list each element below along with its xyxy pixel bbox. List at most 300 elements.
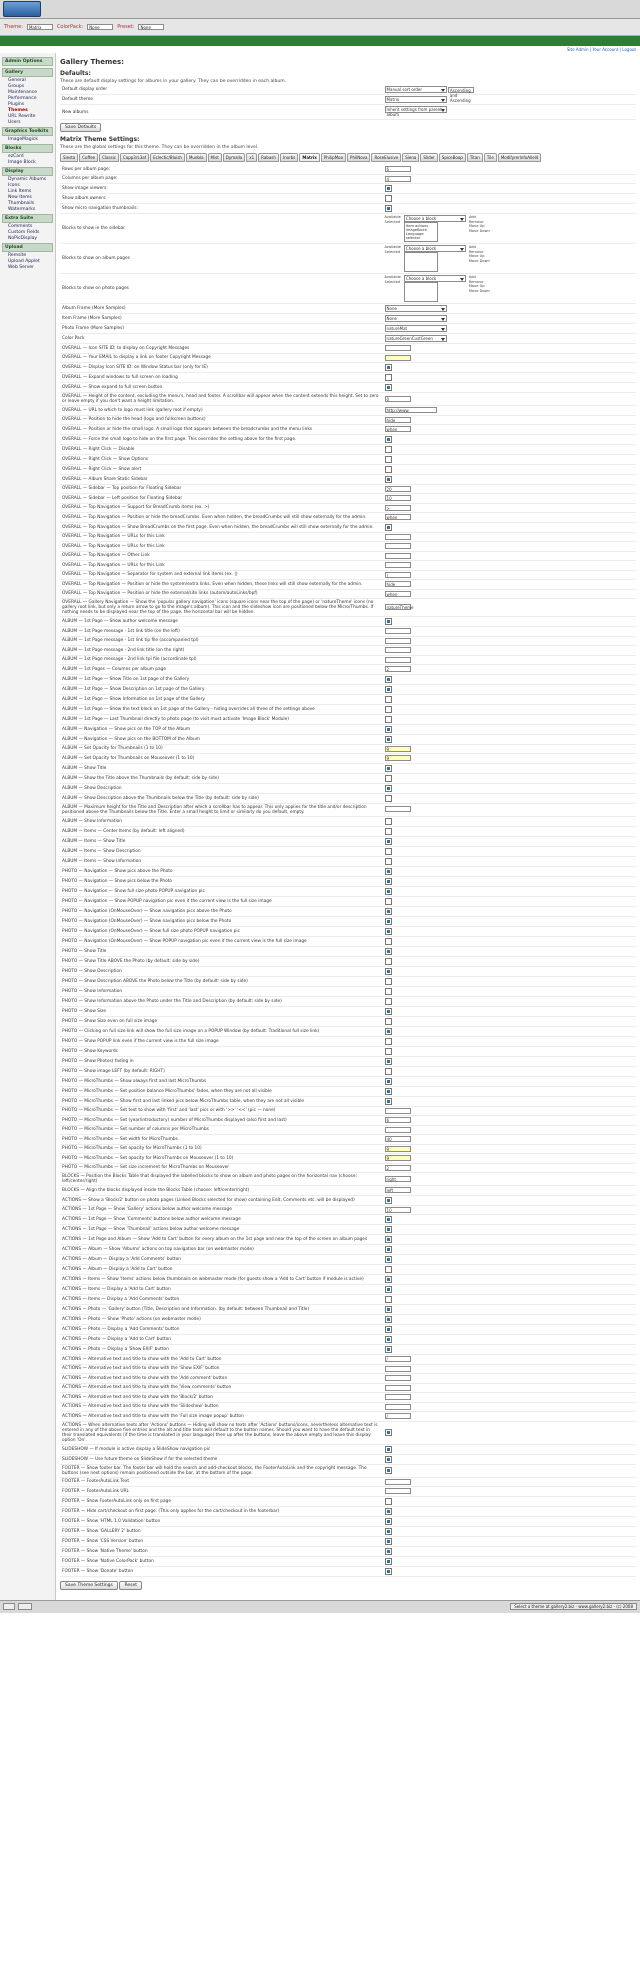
- setting-checkbox[interactable]: [385, 1078, 392, 1085]
- setting-textbox[interactable]: [385, 534, 411, 540]
- sidebar-item-url-rewrite[interactable]: URL Rewrite: [8, 113, 36, 119]
- sidebar-item-watermarks[interactable]: Watermarks: [8, 206, 36, 212]
- setting-control: [383, 570, 636, 580]
- setting-textbox[interactable]: |: [385, 572, 411, 578]
- default-display-order-direction[interactable]: Ascending and Ascending: [448, 87, 474, 93]
- setting-control: [383, 1173, 636, 1186]
- setting-textbox[interactable]: when: [385, 514, 411, 520]
- setting-checkbox[interactable]: [385, 726, 392, 733]
- setting-checkbox[interactable]: [385, 1048, 392, 1055]
- table-row: [60, 1355, 636, 1365]
- table-row: [60, 744, 636, 754]
- setting-control: [383, 996, 636, 1006]
- setting-textbox[interactable]: left: [385, 1187, 411, 1193]
- site-header-bar: [0, 36, 640, 46]
- sidebar-item-plugins[interactable]: Plugins: [8, 101, 25, 107]
- setting-checkbox[interactable]: [385, 1098, 392, 1105]
- setting-label: ACTIONS — 1st Page — Show 'Gallery' actions below author welcome message: [60, 1205, 383, 1215]
- tab-matrix[interactable]: Matrix: [299, 153, 320, 162]
- setting-checkbox[interactable]: [385, 1068, 392, 1075]
- table-row: [60, 617, 636, 627]
- setting-checkbox[interactable]: [385, 384, 392, 391]
- table-row: [60, 494, 636, 504]
- tab-eclectic-bluish[interactable]: Eclectic/Bluish: [150, 153, 185, 162]
- setting-checkbox[interactable]: [385, 928, 392, 935]
- setting-textbox[interactable]: /: [385, 1356, 411, 1362]
- save-defaults-button[interactable]: Save Defaults: [60, 123, 101, 132]
- setting-label: PHOTO — Show Information: [60, 986, 383, 996]
- sidebar-item-maintenance[interactable]: Maintenance: [8, 89, 37, 95]
- selected-block-item[interactable]: ImageBlock: [405, 228, 427, 232]
- table-row: [60, 425, 636, 435]
- setting-control: [383, 976, 636, 986]
- sidebar-group-extra-suite: Extra Suite: [2, 214, 53, 223]
- setting-checkbox[interactable]: [385, 968, 392, 975]
- setting-checkbox[interactable]: [385, 466, 392, 473]
- save-theme-settings-button[interactable]: Save Theme Settings: [60, 1581, 118, 1590]
- setting-checkbox[interactable]: [385, 908, 392, 915]
- blocks-label: Blocks to show in the sidebar: [60, 214, 383, 244]
- table-row: [60, 314, 636, 324]
- setting-textbox[interactable]: [385, 355, 411, 361]
- setting-textbox[interactable]: [385, 638, 411, 644]
- setting-label: ALBUM — 1st Page message - 2nd link tpl file (accordinate tpl): [60, 655, 383, 665]
- setting-checkbox[interactable]: [385, 676, 392, 683]
- setting-control: [383, 1144, 636, 1154]
- selected-blocks-list[interactable]: [404, 282, 438, 302]
- header-link-site-admin[interactable]: Site Admin: [566, 47, 589, 52]
- table-row: [60, 1096, 636, 1106]
- setting-label: PHOTO — Show Description: [60, 966, 383, 976]
- tab-slider[interactable]: Slider: [420, 153, 437, 162]
- tab-muebla[interactable]: Muebla: [186, 153, 207, 162]
- setting-checkbox[interactable]: [385, 185, 392, 192]
- setting-checkbox[interactable]: [385, 795, 392, 802]
- setting-control: [383, 684, 636, 694]
- tab-siesta[interactable]: Siesta: [60, 153, 78, 162]
- table-row: [60, 1393, 636, 1403]
- table-row: [60, 803, 636, 816]
- setting-control: [383, 1412, 636, 1422]
- picker-select[interactable]: None: [385, 315, 447, 322]
- selected-block-item[interactable]: Item actions: [405, 224, 429, 228]
- setting-control: [383, 627, 636, 637]
- table-row: [60, 1374, 636, 1384]
- setting-label: FOOTER — Show 'GALLERY 2' button: [60, 1526, 383, 1536]
- setting-checkbox[interactable]: [385, 1568, 392, 1575]
- sidebar-item-comments[interactable]: Comments: [8, 223, 33, 229]
- setting-checkbox[interactable]: [385, 364, 392, 371]
- tab-tile[interactable]: Tile: [484, 153, 497, 162]
- setting-checkbox[interactable]: [385, 1346, 392, 1353]
- setting-label: PHOTO — Show Keywords: [60, 1046, 383, 1056]
- setting-label: PHOTO — Show Information above the Photo under the Title and Description (by default: side by side): [60, 996, 383, 1006]
- setting-checkbox[interactable]: [385, 1456, 392, 1463]
- table-row: [60, 474, 636, 484]
- setting-checkbox[interactable]: [385, 958, 392, 965]
- tab-siena[interactable]: Siena: [402, 153, 419, 162]
- tab-rabash[interactable]: Rabash: [258, 153, 279, 162]
- setting-checkbox[interactable]: [385, 374, 392, 381]
- setting-checkbox[interactable]: [385, 1216, 392, 1223]
- sidebar-item-remsite[interactable]: Remsite: [8, 252, 27, 258]
- setting-textbox[interactable]: /: [385, 1413, 411, 1419]
- available-label: Available: [384, 215, 401, 219]
- setting-control: [383, 1487, 636, 1497]
- setting-control: [383, 580, 636, 590]
- tab-inorbs[interactable]: Inorbs: [280, 153, 298, 162]
- setting-control: [383, 1186, 636, 1196]
- setting-checkbox[interactable]: [385, 706, 392, 713]
- setting-control: [383, 886, 636, 896]
- sidebar-item-ezcard[interactable]: ezCard: [8, 153, 24, 159]
- selected-blocks-list[interactable]: [404, 252, 438, 272]
- setting-checkbox[interactable]: [385, 716, 392, 723]
- selected-blocks-list[interactable]: [404, 222, 438, 242]
- setting-checkbox[interactable]: [385, 1008, 392, 1015]
- sidebar-item-nopicdisplay[interactable]: NoPicDisplay: [8, 235, 38, 241]
- table-row: [60, 646, 636, 656]
- setting-control: [383, 1215, 636, 1225]
- picker-select[interactable]: None: [385, 305, 447, 312]
- available-blocks-select[interactable]: Choose a block: [404, 215, 466, 222]
- table-row: [60, 1154, 636, 1164]
- default-display-order-select[interactable]: Manual sort order: [385, 86, 447, 93]
- setting-label: FOOTER — FooterAutoLink Text: [60, 1477, 383, 1487]
- table-row: [60, 734, 636, 744]
- new-albums-select[interactable]: Inherit settings from parent album: [385, 106, 447, 113]
- setting-control: [383, 513, 636, 523]
- setting-textbox[interactable]: [385, 345, 411, 351]
- setting-label: FOOTER — Hide cart/checkout on first page. (This only applies for the cart/checkout in the footerbar): [60, 1506, 383, 1516]
- setting-control: [383, 1135, 636, 1145]
- setting-textbox[interactable]: 40: [385, 1136, 411, 1142]
- sidebar-item-themes[interactable]: Themes: [8, 107, 28, 113]
- table-row: [60, 856, 636, 866]
- setting-label: FOOTER — Show FooterAutoLink only on first page: [60, 1496, 383, 1506]
- table-row: [60, 304, 636, 314]
- picker-select[interactable]: natureMat: [385, 325, 447, 332]
- setting-checkbox[interactable]: [385, 1038, 392, 1045]
- setting-textbox[interactable]: [385, 657, 411, 663]
- setting-checkbox[interactable]: [385, 1336, 392, 1343]
- setting-checkbox[interactable]: [385, 998, 392, 1005]
- setting-textbox[interactable]: 6: [385, 166, 411, 172]
- blocks-button[interactable]: Move Down: [468, 259, 490, 264]
- setting-checkbox[interactable]: [385, 938, 392, 945]
- setting-checkbox[interactable]: [385, 1429, 392, 1436]
- setting-checkbox[interactable]: [385, 1306, 392, 1313]
- setting-checkbox[interactable]: [385, 1088, 392, 1095]
- setting-textbox[interactable]: 6: [385, 1117, 411, 1123]
- setting-textbox[interactable]: [385, 628, 411, 634]
- setting-checkbox[interactable]: [385, 775, 392, 782]
- setting-checkbox[interactable]: [385, 1316, 392, 1323]
- table-row: [60, 1516, 636, 1526]
- sidebar-item-link-items[interactable]: Link Items: [8, 188, 32, 194]
- blocks-button[interactable]: Move Up: [468, 254, 485, 259]
- sidebar-item-custom-fields[interactable]: Custom Fields: [8, 229, 40, 235]
- theme-value[interactable]: Matrix: [27, 24, 53, 30]
- setting-checkbox[interactable]: [385, 918, 392, 925]
- sidebar-item-groups[interactable]: Groups: [8, 83, 25, 89]
- setting-checkbox[interactable]: [385, 1276, 392, 1283]
- setting-checkbox[interactable]: [385, 828, 392, 835]
- reset-button[interactable]: Reset: [119, 1581, 142, 1590]
- setting-checkbox[interactable]: [385, 686, 392, 693]
- setting-textbox[interactable]: 20: [385, 486, 411, 492]
- setting-checkbox[interactable]: [385, 878, 392, 885]
- header-link-your-account[interactable]: Your Account: [592, 47, 619, 52]
- sidebar-item-imagemagick[interactable]: ImageMagick: [8, 136, 38, 142]
- setting-textbox[interactable]: [385, 1404, 411, 1410]
- setting-checkbox[interactable]: [385, 1518, 392, 1525]
- blocks-button[interactable]: Add: [468, 245, 476, 249]
- setting-control: [383, 1235, 636, 1245]
- setting-checkbox[interactable]: [385, 948, 392, 955]
- setting-textbox[interactable]: 2: [385, 666, 411, 672]
- setting-textbox[interactable]: 10: [385, 495, 411, 501]
- setting-textbox[interactable]: [385, 562, 411, 568]
- setting-textbox[interactable]: 9: [385, 746, 411, 752]
- table-row: [60, 363, 636, 373]
- setting-control: [383, 1026, 636, 1036]
- table-row: [60, 936, 636, 946]
- tab-modifyrerlnfoallel4[interactable]: ModifyrerlnfoAllel4: [498, 153, 542, 162]
- selected-block-item[interactable]: Language selector: [405, 232, 424, 240]
- setting-checkbox[interactable]: [385, 1498, 392, 1505]
- table-row: [60, 406, 636, 416]
- setting-textbox[interactable]: [385, 553, 411, 559]
- tab-titan[interactable]: Titan: [467, 153, 483, 162]
- setting-textbox[interactable]: [385, 1127, 411, 1133]
- table-row: [60, 1056, 636, 1066]
- setting-textbox[interactable]: [385, 1488, 411, 1494]
- setting-checkbox[interactable]: [385, 205, 392, 212]
- setting-label: ALBUM — Maximum height for the Title and Description after which a scrollbar has to appear. This only applies for the title and/or description positioned above the Thumbnails below the Title. Enter a small height to limit or similarly do you default, empty.: [60, 803, 383, 816]
- setting-label: ALBUM — 1st Page message - 1st link tip file (accompanied tpl): [60, 636, 383, 646]
- sidebar-item-upload-applet[interactable]: Upload Applet: [8, 258, 40, 264]
- setting-textbox[interactable]: hide: [385, 417, 411, 423]
- blocks-button[interactable]: Add: [468, 275, 476, 279]
- defaults-heading: Defaults:: [60, 70, 91, 77]
- setting-textbox[interactable]: [385, 1366, 411, 1372]
- setting-checkbox[interactable]: [385, 1256, 392, 1263]
- setting-checkbox[interactable]: [385, 898, 392, 905]
- setting-checkbox[interactable]: [385, 785, 392, 792]
- blocks-button[interactable]: Move Up: [468, 224, 485, 229]
- sidebar-item-thumbnails[interactable]: Thumbnails: [8, 200, 35, 206]
- blocks-button[interactable]: Move Up: [468, 284, 485, 289]
- setting-checkbox[interactable]: [385, 1197, 392, 1204]
- tab-mist[interactable]: Mist: [208, 153, 222, 162]
- setting-label: FOOTER — Show 'Native ColorPack' button: [60, 1556, 383, 1566]
- table-row: [60, 1125, 636, 1135]
- setting-checkbox[interactable]: [385, 1467, 392, 1474]
- setting-textbox[interactable]: 10: [385, 1207, 411, 1213]
- picker-control: [383, 324, 636, 334]
- setting-checkbox[interactable]: [385, 858, 392, 865]
- tab-dymalla[interactable]: Dymalla: [223, 153, 245, 162]
- setting-control: [383, 1393, 636, 1403]
- setting-checkbox[interactable]: [385, 978, 392, 985]
- blocks-button[interactable]: Remove: [468, 279, 484, 284]
- setting-checkbox[interactable]: [385, 1528, 392, 1535]
- tab-x1[interactable]: x1: [246, 153, 257, 162]
- setting-textbox[interactable]: [385, 1108, 411, 1114]
- setting-checkbox[interactable]: [385, 818, 392, 825]
- setting-textbox[interactable]: http://www.: [385, 407, 437, 413]
- sidebar-item-users[interactable]: Users: [8, 119, 21, 125]
- setting-checkbox[interactable]: [385, 736, 392, 743]
- sidebar-item-image-block[interactable]: Image Block: [8, 159, 36, 165]
- table-row: [60, 783, 636, 793]
- setting-textbox[interactable]: [385, 1394, 411, 1400]
- setting-checkbox[interactable]: [385, 446, 392, 453]
- setting-checkbox[interactable]: [385, 1018, 392, 1025]
- sidebar-item-dynamic-albums[interactable]: Dynamic Albums: [8, 176, 47, 182]
- header-link-logout[interactable]: Logout: [622, 47, 636, 52]
- setting-textbox[interactable]: [385, 543, 411, 549]
- sidebar-item-icons[interactable]: Icons: [8, 182, 20, 188]
- setting-label: ALBUM — Show the Title above the Thumbnails (by default: side by side): [60, 773, 383, 783]
- setting-textbox[interactable]: 2: [385, 1165, 411, 1171]
- setting-textbox[interactable]: right: [385, 1176, 411, 1182]
- table-row: [60, 816, 636, 826]
- setting-textbox[interactable]: >: [385, 505, 411, 511]
- colorpack-value[interactable]: None: [87, 24, 113, 30]
- table-row: [60, 1046, 636, 1056]
- setting-label: PHOTO — Show Description ABOVE the Photo below the Title (by default: side by side): [60, 976, 383, 986]
- setting-checkbox[interactable]: [385, 1296, 392, 1303]
- table-row: [60, 1016, 636, 1026]
- default-theme-select[interactable]: Matrix: [385, 96, 447, 103]
- table-row: [60, 627, 636, 637]
- taskbar: [0, 1600, 640, 1613]
- taskbar-start-button[interactable]: [3, 1603, 15, 1610]
- blocks-button[interactable]: Remove: [468, 219, 484, 224]
- setting-control: [383, 1285, 636, 1295]
- setting-checkbox[interactable]: [385, 1538, 392, 1545]
- setting-checkbox[interactable]: [385, 195, 392, 202]
- setting-textbox[interactable]: hide: [385, 581, 411, 587]
- setting-textbox[interactable]: 9: [385, 755, 411, 761]
- setting-checkbox[interactable]: [385, 696, 392, 703]
- setting-checkbox[interactable]: [385, 1558, 392, 1565]
- setting-textbox[interactable]: [385, 1385, 411, 1391]
- setting-label: OVERALL — Album Share Static Sidebar: [60, 474, 383, 484]
- picker-select[interactable]: natureGreenCustGreen: [385, 335, 447, 342]
- blocks-button[interactable]: Move Down: [468, 229, 490, 234]
- setting-control: [383, 1355, 636, 1365]
- setting-textbox[interactable]: [385, 1375, 411, 1381]
- setting-control: [383, 542, 636, 552]
- setting-label: PHOTO — Show Size even on full size image: [60, 1016, 383, 1026]
- setting-textbox[interactable]: [385, 647, 411, 653]
- setting-textbox[interactable]: [385, 1479, 411, 1485]
- setting-checkbox[interactable]: [385, 868, 392, 875]
- setting-label: Columns per album page:: [60, 174, 383, 184]
- picker-control: [383, 304, 636, 314]
- table-row: [60, 1106, 636, 1116]
- preset-value[interactable]: None: [138, 24, 164, 30]
- blocks-table: [60, 214, 636, 304]
- setting-textbox[interactable]: natureTheme: [386, 605, 414, 611]
- setting-checkbox[interactable]: [385, 848, 392, 855]
- setting-checkbox[interactable]: [385, 838, 392, 845]
- available-blocks-select[interactable]: Choose a block: [404, 275, 466, 282]
- setting-checkbox[interactable]: [385, 476, 392, 483]
- table-row: [60, 1315, 636, 1325]
- setting-checkbox[interactable]: [385, 765, 392, 772]
- tab-classic[interactable]: Classic: [99, 153, 119, 162]
- setting-textbox[interactable]: 9: [385, 1146, 411, 1152]
- tab-philnova[interactable]: PhilNova: [347, 153, 370, 162]
- setting-checkbox[interactable]: [385, 524, 392, 531]
- setting-control: [383, 1245, 636, 1255]
- sidebar-item-performance[interactable]: Performance: [8, 95, 37, 101]
- available-blocks-select[interactable]: Choose a block: [404, 245, 466, 252]
- setting-label: ACTIONS — Album — Show 'Albums' actions on top navigation bar (on webmaster mode): [60, 1245, 383, 1255]
- setting-checkbox[interactable]: [385, 1246, 392, 1253]
- setting-checkbox[interactable]: [385, 1266, 392, 1273]
- setting-checkbox[interactable]: [385, 988, 392, 995]
- setting-label: ALBUM — Show Title: [60, 763, 383, 773]
- tab-spiceboop[interactable]: SpiceBoop: [439, 153, 466, 162]
- setting-control: [383, 1556, 636, 1566]
- setting-checkbox[interactable]: [385, 1326, 392, 1333]
- tab-philipmoo[interactable]: PhilipMoo: [321, 153, 346, 162]
- setting-checkbox[interactable]: [385, 1236, 392, 1243]
- sidebar-item-web-server[interactable]: Web Server: [8, 264, 34, 270]
- setting-checkbox[interactable]: [385, 1446, 392, 1453]
- blocks-button[interactable]: Remove: [468, 249, 484, 254]
- setting-textbox[interactable]: [385, 806, 411, 812]
- tab-roseelusive[interactable]: RoseElusive: [371, 153, 401, 162]
- taskbar-window-item[interactable]: [18, 1603, 32, 1610]
- table-row: [60, 966, 636, 976]
- setting-control: [383, 503, 636, 513]
- setting-checkbox[interactable]: [385, 618, 392, 625]
- picker-label: Album Frame (More Samples): [60, 304, 383, 314]
- blocks-button[interactable]: Move Down: [468, 289, 490, 294]
- setting-textbox[interactable]: when: [385, 426, 411, 432]
- setting-checkbox[interactable]: [385, 456, 392, 463]
- sidebar-item-general[interactable]: General: [8, 77, 26, 83]
- table-row: [60, 1402, 636, 1412]
- setting-control: [383, 1477, 636, 1487]
- setting-textbox[interactable]: 9: [385, 1155, 411, 1161]
- setting-control: [383, 561, 636, 571]
- setting-checkbox[interactable]: [385, 1548, 392, 1555]
- tab-copp3rl3af[interactable]: Copp3rL3af: [120, 153, 149, 162]
- setting-checkbox[interactable]: [385, 436, 392, 443]
- setting-checkbox[interactable]: [385, 1286, 392, 1293]
- tab-coffee[interactable]: Coffee: [79, 153, 98, 162]
- table-row: [60, 503, 636, 513]
- setting-textbox[interactable]: 4: [385, 176, 411, 182]
- setting-textbox[interactable]: 0: [385, 396, 411, 402]
- setting-textbox[interactable]: when: [385, 591, 411, 597]
- setting-checkbox[interactable]: [385, 1226, 392, 1233]
- setting-checkbox[interactable]: [385, 1058, 392, 1065]
- sidebar-item-new-items[interactable]: New Items: [8, 194, 32, 200]
- setting-checkbox[interactable]: [385, 888, 392, 895]
- setting-checkbox[interactable]: [385, 1028, 392, 1035]
- setting-checkbox[interactable]: [385, 1508, 392, 1515]
- setting-control: [383, 1402, 636, 1412]
- blocks-button[interactable]: Add: [468, 215, 476, 219]
